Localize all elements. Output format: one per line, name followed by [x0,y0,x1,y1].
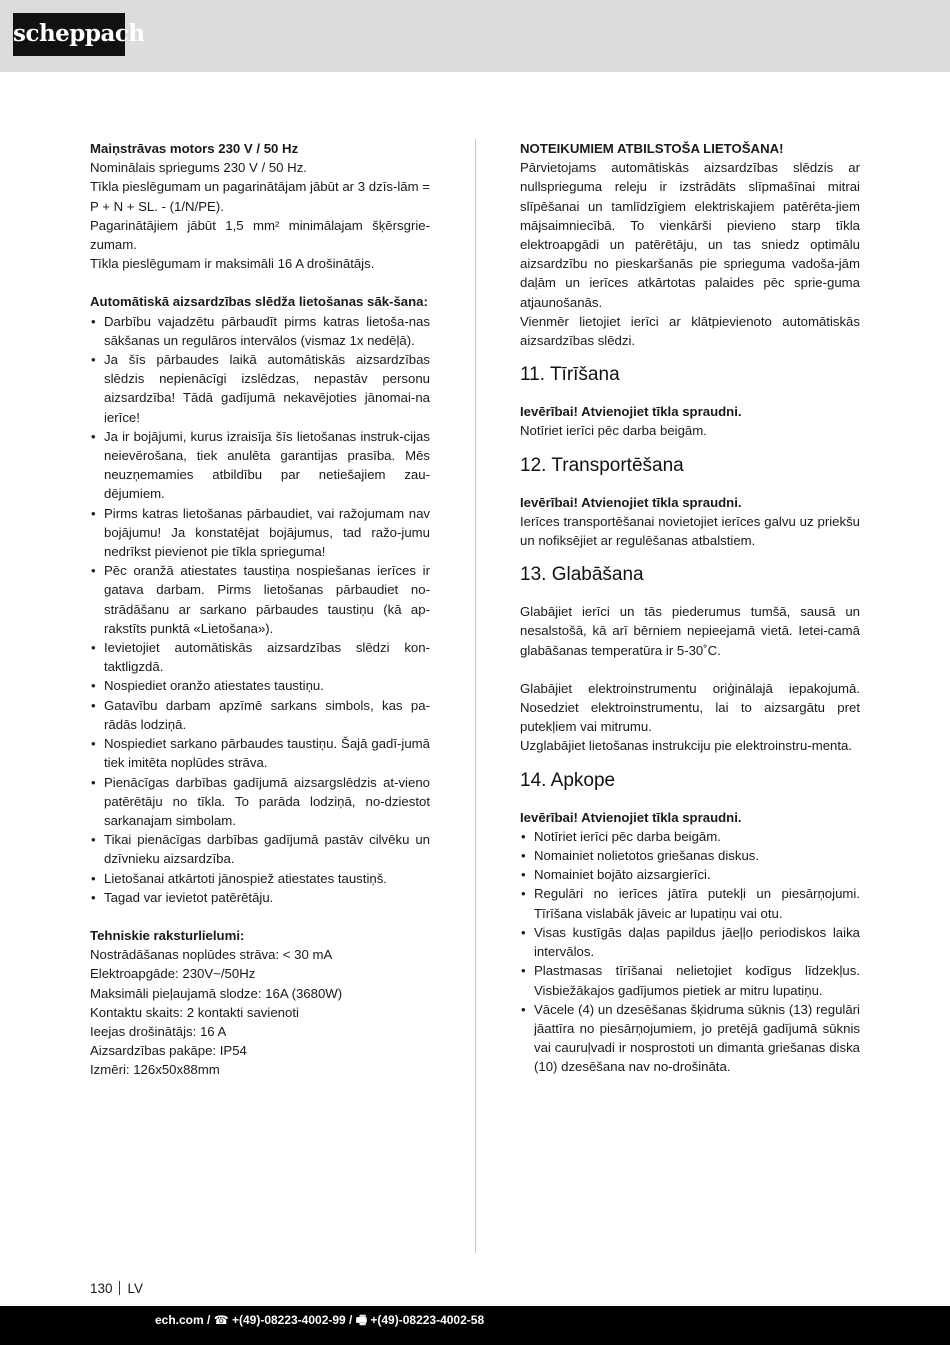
list-item: • Darbību vajadzētu pārbaudīt pirms katras lietoša-nas sākšanas un regulāros intervālos (vismaz 1x nedēļā). [90,312,430,350]
list-item: • Plastmasas tīrīšanai nelietojiet kodīgus līdzekļus. Visbiežākajos gadījumos pietiek ar mitru lupatiņu. [520,961,860,999]
list-item: • Vācele (4) un dzesēšanas šķidruma sūknis (13) regulāri jāattīra no piesārņojumiem, jo pretējā gadījumā sūknis vai cauruļvadi ir nosprostoti un dimanta griešanas diska (10) dzesēšana nav no-drošināta. [520,1000,860,1077]
section-text: Ierīces transportēšanai novietojiet ierīces galvu uz priekšu un nofiksējiet ar regulēšanas atbalstiem. [520,513,860,549]
warning-text: Ievērībai! Atvienojiet tīkla spraudni. [520,494,742,510]
section-title-storage: 13. Glabāšana [520,564,644,586]
list-item: • Tagad var ievietot patērētāju. [90,888,430,907]
column-divider [475,139,476,1253]
left-column [90,139,430,1080]
tech-line: Nostrādāšanas noplūdes strāva: < 30 mA [90,947,333,963]
footer-contact: ech.com / ☎ +(49)-08223-4002-99 / 🖷 +(49)-08223-4002-58 [155,1313,485,1327]
auto-switch-list [90,312,430,907]
section-text: Uzglabājiet lietošanas instrukciju pie elektroinstru-menta. [520,738,853,754]
tech-line: Ieejas drošinātājs: 16 A [90,1023,227,1039]
list-item: • Nomainiet nolietotos griešanas diskus. [520,846,860,865]
section-text: Notīriet ierīci pēc darba beigām. [520,423,707,439]
warning-text: Ievērībai! Atvienojiet tīkla spraudni. [520,404,742,420]
list-item: • Ievietojiet automātiskās aizsardzības slēdzi kon-taktligzdā. [90,638,430,676]
usage-text: Pārvietojams automātiskās aizsardzības slēdzis ar nullsprieguma releju ir izstrādāts slīpmašīnai mitrai slīpēšanai un tamlīdzīgiem elektriskajiem patērēta-jiem mājsaimniecībā. To vienkārši pievieno starp tīkla elektroapgādi un patērētāju, un tas sniedz optimālu aizsardzību no pieskaršanās pie sprieguma vadoša-jām daļām un ierīces atkārtotas palaides pēc sprie-guma atjaunošanās. [520,160,860,310]
motor-title: Maiņstrāvas motors 230 V / 50 Hz [90,141,299,156]
usage-title: NOTEIKUMIEM ATBILSTOŠA LIETOŠANA! [520,141,784,156]
page-number: 130 [90,1281,113,1296]
list-item: • Lietošanai atkārtoti jānospiež atiestates taustiņš. [90,869,430,888]
brand-logo: scheppach [13,13,125,56]
usage-text-2: Vienmēr lietojiet ierīci ar klātpievienoto automātiskās aizsardzības slēdzi. [520,313,860,349]
motor-line: Tīkla pieslēgumam ir maksimāli 16 A drošinātājs. [90,256,375,272]
language-code: LV [127,1281,144,1296]
tech-line: Elektroapgāde: 230V~/50Hz [90,966,256,982]
motor-line: Nominālais spriegums 230 V / 50 Hz. [90,160,307,176]
page-separator [119,1281,120,1295]
tech-line: Maksimāli pieļaujamā slodze: 16A (3680W) [90,985,343,1001]
auto-switch-title: Automātiskā aizsardzības slēdža lietošanas sāk-šana: [90,294,428,310]
motor-line: Tīkla pieslēgumam un pagarinātājam jābūt ar 3 dzīs-lām = P + N + SL. - (1/N/PE). [90,179,430,214]
section-text: Glabājiet elektroinstrumentu oriģinālajā iepakojumā. Nosedziet elektroinstrumentu, lai to aizsargātu pret putekļiem vai mitrumu. [520,680,860,735]
list-item: • Regulāri no ierīces jātīra putekļi un piesārņojumi. Tīrīšana vislabāk jāveic ar lupatiņu vai otu. [520,884,860,922]
section-title-maintenance: 14. Apkope [520,769,616,791]
page-header [0,0,950,72]
list-item: • Pienācīgas darbības gadījumā aizsargslēdzis at-vieno patērētāju no tīkla. To parāda lodziņā, no-dziestot sarkanajam simbolam. [90,773,430,831]
list-item: • Gatavību darbam apzīmē sarkans simbols, kas pa-rādās lodziņā. [90,696,430,734]
list-item: • Nospiediet sarkano pārbaudes taustiņu. Šajā gadī-jumā tiek imitēta noplūdes strāva. [90,734,430,772]
list-item: • Ja šīs pārbaudes laikā automātiskās aizsardzības slēdzis nepienācīgi izslēdzas, nepastāv personu aizsardzība! Tādā gadījumā nekavējoties jānomai-na ierīce! [90,350,430,427]
tech-title: Tehniskie raksturlielumi: [90,927,245,943]
list-item: • Nospiediet oranžo atiestates taustiņu. [90,676,430,695]
right-column [520,139,860,1077]
tech-line: Aizsardzības pakāpe: IP54 [90,1043,247,1059]
section-title-cleaning: 11. Tīrīšana [520,364,620,386]
list-item: • Pirms katras lietošanas pārbaudiet, vai ražojumam nav bojājumu! Ja konstatējat bojājumus, tad ražo-jumu nedrīkst pievienot pie tīkla sprieguma! [90,504,430,562]
list-item: • Pēc oranžā atiestates taustiņa nospiešanas ierīces ir gatava darbam. Pirms lietošanas pārbaudiet no-strādāšanu ar sarkano pārbaudes taustiņu (kā ap-rakstīts punktā «Lietošana»). [90,561,430,638]
warning-text: Ievērībai! Atvienojiet tīkla spraudni. [520,809,742,825]
section-title-transport: 12. Transportēšana [520,454,684,476]
tech-line: Izmēri: 126x50x88mm [90,1062,220,1078]
maintenance-list [520,827,860,1077]
list-item: • Nomainiet bojāto aizsargierīci. [520,865,860,884]
section-text: Glabājiet ierīci un tās piederumus tumšā, sausā un nesalstošā, kā arī bērniem nepieejamā vietā. Ietei-camā glabāšanas temperatūra ir 5-30˚C. [520,604,860,658]
list-item: • Notīriet ierīci pēc darba beigām. [520,827,860,846]
page-number-block [90,1281,143,1296]
list-item: • Ja ir bojājumi, kurus izraisīja šīs lietošanas instruk-cijas neievērošana, tiek anulēta garantijas prasība. Mēs neuzņemamies atbildību par netiešajiem zau-dējumiem. [90,427,430,504]
list-item: • Visas kustīgās daļas papildus jāeļļo periodiskos laika intervālos. [520,923,860,961]
motor-line: Pagarinātājiem jābūt 1,5 mm² minimālajam šķērsgrie-zumam. [90,217,430,253]
list-item: • Tikai pienācīgas darbības gadījumā pastāv cilvēku un dzīvnieku aizsardzība. [90,830,430,868]
tech-line: Kontaktu skaits: 2 kontakti savienoti [90,1004,299,1020]
